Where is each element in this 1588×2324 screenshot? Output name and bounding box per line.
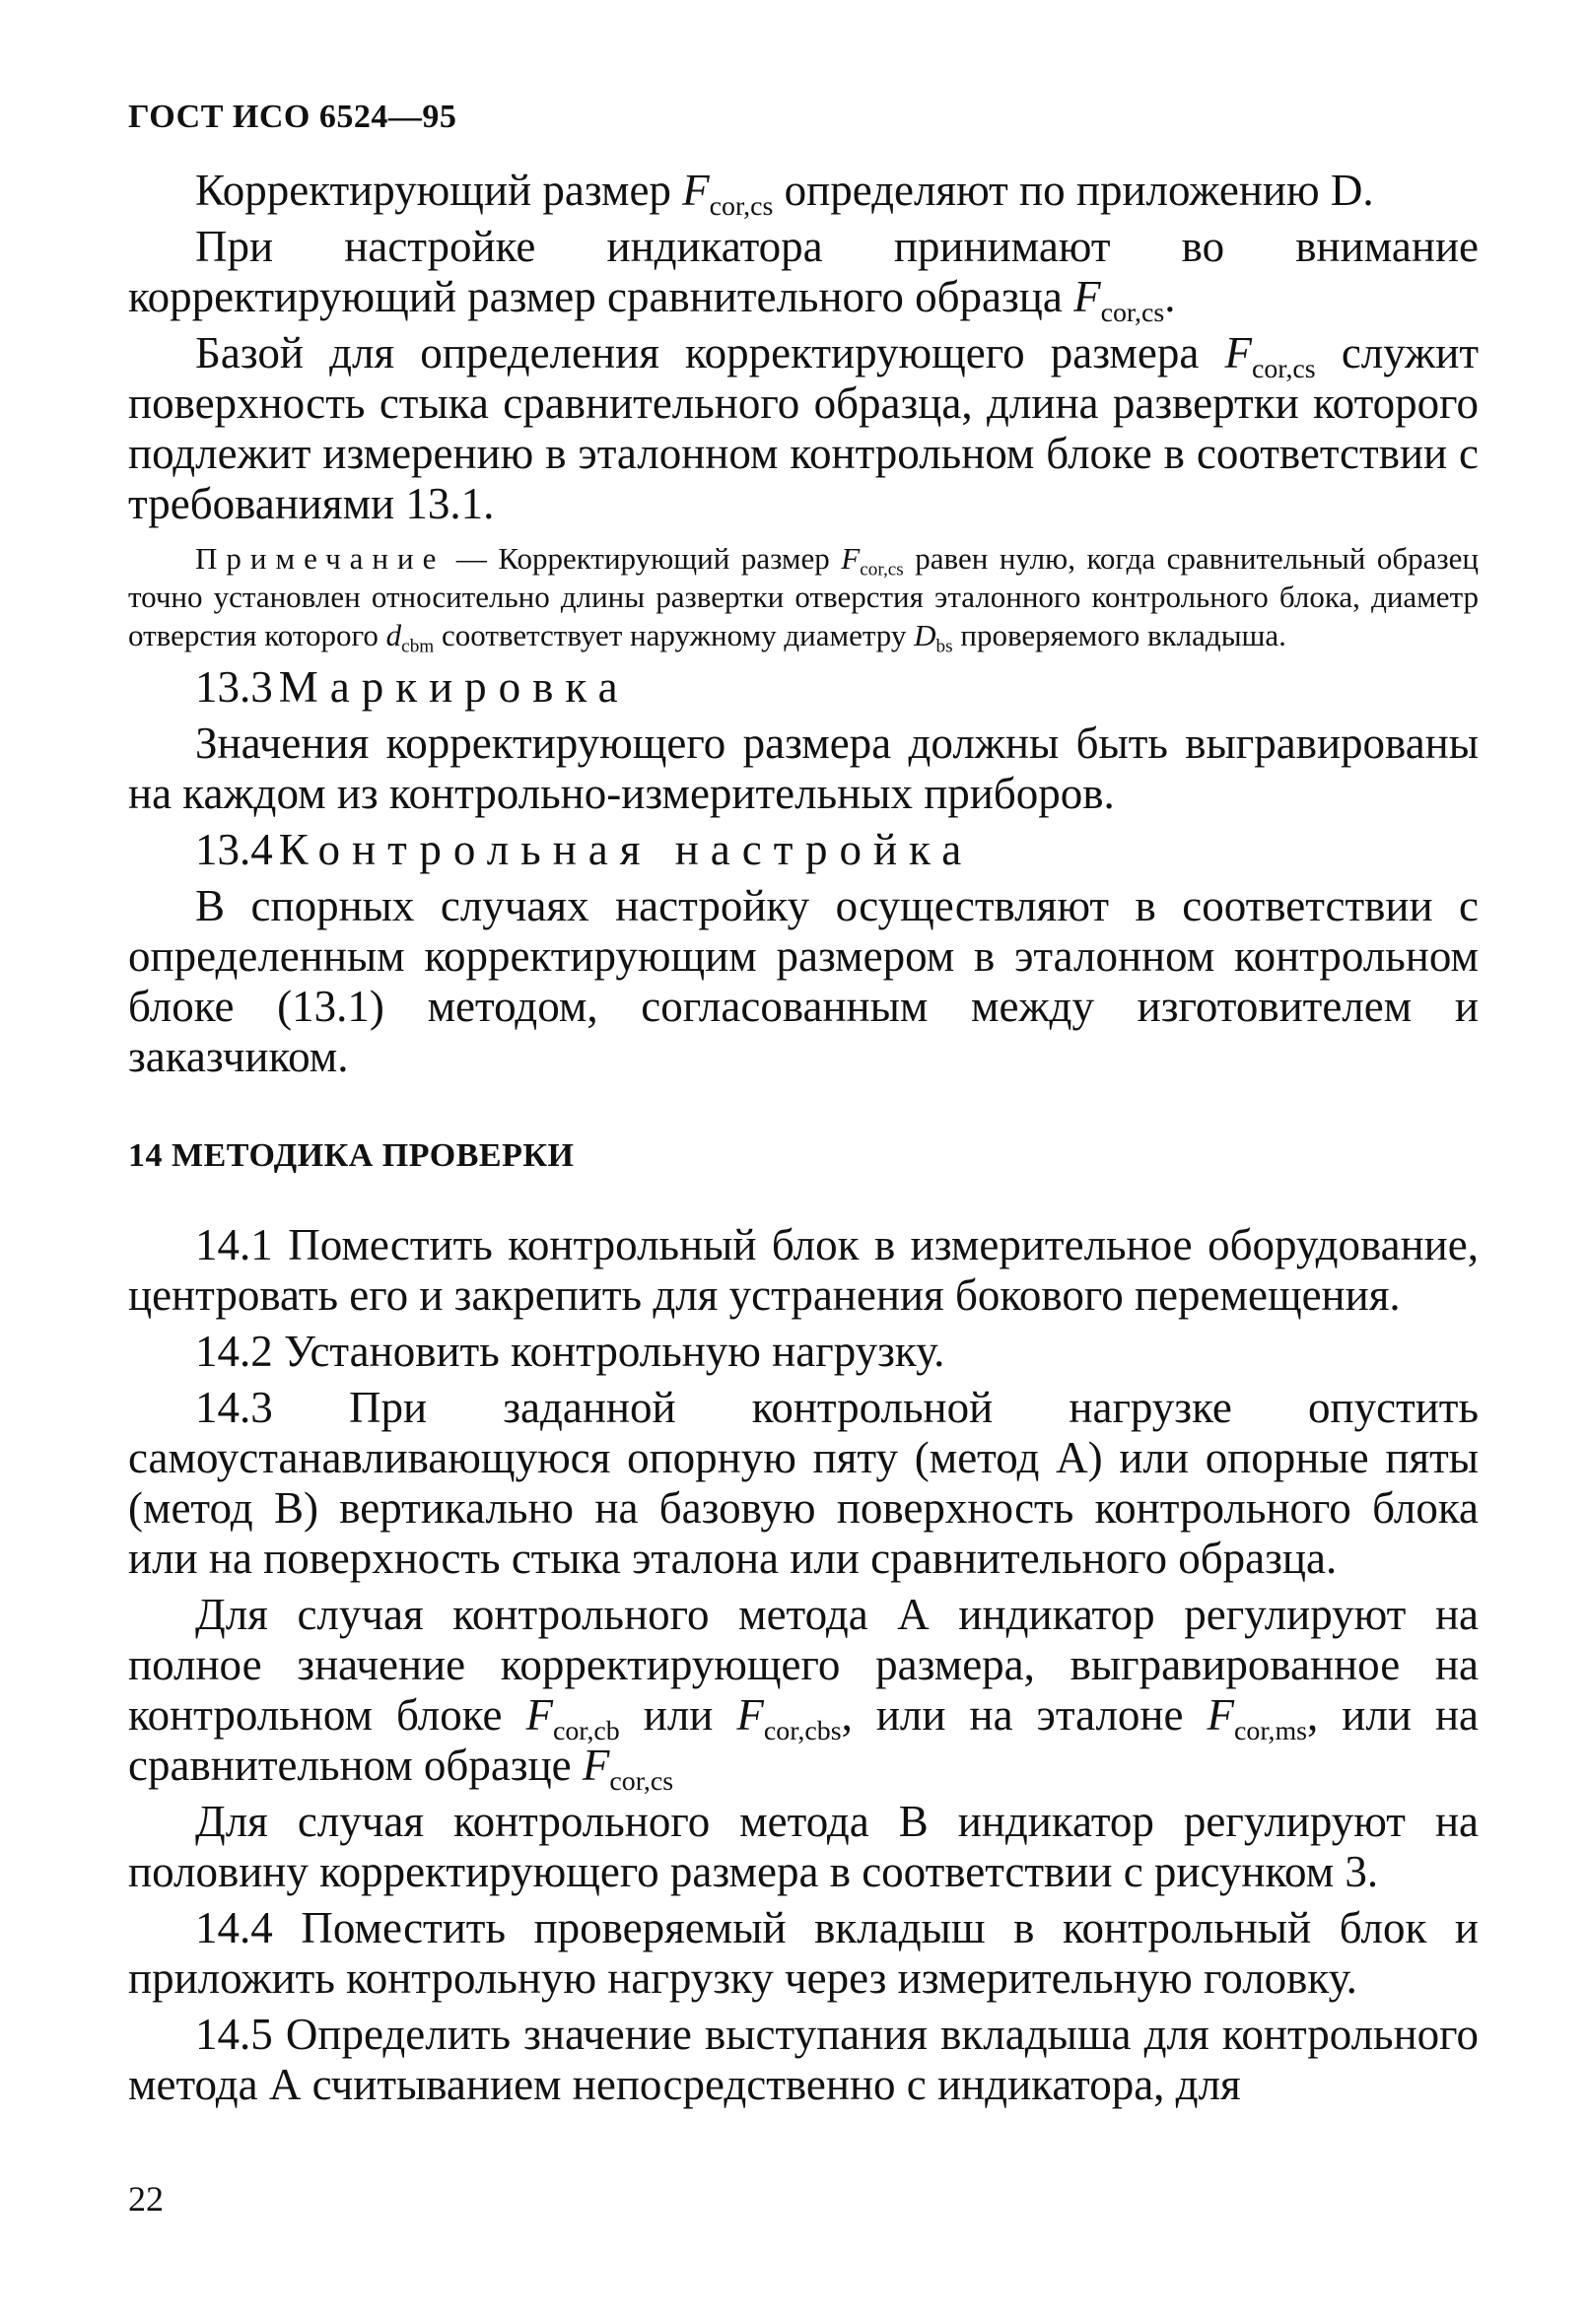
text-run: служит поверхность стыка сравнительного образца, длина развертки которого подлежит измерению в эталонном контрольном блоке в соответствии с требованиями 13.1.	[128, 328, 1479, 528]
paragraph-marking: Значения корректирующего размера должны быть выгравированы на каждом из контрольно-измерительных приборов.	[128, 718, 1479, 818]
paragraph-control-setting: В спорных случаях настройку осуществляют в соответствии с определенным корректирующим размером в эталонном контрольном блоке (13.1) методом, согласованным между изготовителем и заказчиком.	[128, 881, 1479, 1081]
symbol-f: F	[1207, 1690, 1234, 1740]
section-title: Контрольная настройка	[278, 825, 974, 874]
text-run: Для случая контрольного метода А индикатор регулируют на полное значение корректирующего размера, выгравированное на контрольном блоке	[128, 1590, 1479, 1740]
text-run: равен нулю, когда сравнительный образец точно установлен относительно длины развертки отверстия эталонного контрольного блока, диаметр отверстия которого	[128, 541, 1480, 652]
section-heading-marking	[128, 662, 1479, 713]
section-title: Маркировка	[278, 662, 630, 712]
paragraph-14-5: 14.5 Определить значение выступания вкладыша для контрольного метода А считыванием непосредственно с индикатора, для	[128, 2010, 1479, 2109]
symbol-f: F	[841, 541, 861, 576]
symbol-subscript: cor,cs	[1100, 297, 1165, 328]
paragraph-14-4: 14.4 Поместить проверяемый вкладыш в контрольный блок и приложить контрольную нагрузку через измерительную головку.	[128, 1903, 1479, 2003]
symbol-subscript: cor,cbs	[763, 1715, 842, 1746]
paragraph-method-a	[128, 1590, 1479, 1797]
symbol-f: F	[525, 1690, 553, 1740]
symbol-subscript: cor,cs	[609, 1765, 674, 1797]
text-run: Корректирующий размер	[195, 166, 683, 215]
note-dash: —	[445, 541, 499, 576]
text-run: , или на сравнительном образце	[128, 1690, 1479, 1790]
symbol-subscript: bs	[935, 636, 953, 657]
symbol-subscript: cor,ms	[1234, 1715, 1308, 1746]
symbol-subscript: cor,cb	[552, 1715, 620, 1746]
paragraph-14-2: 14.2 Установить контрольную нагрузку.	[195, 1327, 945, 1376]
paragraph-base-surface	[128, 328, 1479, 529]
symbol-f: F	[582, 1741, 610, 1790]
symbol-subscript: cor,cs	[1251, 353, 1316, 384]
text-run: определяют по приложению D.	[773, 166, 1374, 215]
section-heading-control-setting	[128, 825, 1479, 875]
text-run: При настройке индикатора принимают во внимание корректирующий размер сравнительного образца	[128, 222, 1479, 321]
text-run: Базой для определения корректирующего размера	[195, 328, 1225, 377]
symbol-f: F	[1224, 328, 1252, 377]
running-header: ГОСТ ИСО 6524—95	[128, 99, 457, 135]
paragraph-method-b: Для случая контрольного метода В индикатор регулируют на половину корректирующего размера в соответствии с рисунком 3.	[128, 1797, 1479, 1896]
text-run: или	[619, 1690, 737, 1740]
symbol-subscript: cbm	[401, 636, 435, 657]
symbol-f: F	[736, 1690, 764, 1740]
text-run: проверяемого вкладыша.	[952, 618, 1286, 652]
note-label: Примечание	[195, 541, 446, 576]
section-number: 13.3	[195, 662, 273, 712]
paragraph-14-1: 14.1 Поместить контрольный блок в измерительное оборудование, центровать его и закрепить для устранения бокового перемещения.	[128, 1220, 1479, 1320]
section-title-test-method: 14 МЕТОДИКА ПРОВЕРКИ	[128, 1137, 575, 1174]
text-run: , или на эталоне	[841, 1690, 1208, 1740]
paragraph-14-3: 14.3 При заданной контрольной нагрузке опустить самоустанавливающуюся опорную пяту (метод А) или опорные пяты (метод В) вертикально на базовую поверхность контрольного блока или на поверхность стыка эталона или сравнительного образца.	[128, 1383, 1479, 1583]
page-number: 22	[128, 2179, 164, 2219]
symbol-f: F	[1073, 272, 1101, 321]
paragraph-correction-size	[128, 166, 1479, 222]
text-run: .	[1164, 272, 1176, 321]
symbol-subscript: cor,cs	[709, 190, 774, 222]
paragraph-indicator-setting	[128, 222, 1479, 328]
text-run: соответствует наружному диаметру	[434, 618, 915, 652]
document-page	[128, 99, 1479, 2116]
note-block	[128, 539, 1480, 657]
text-run: Корректирующий размер	[498, 541, 842, 576]
symbol-f: F	[682, 166, 710, 215]
symbol-d: d	[385, 618, 402, 652]
symbol-subscript: cor,cs	[860, 559, 904, 581]
section-number: 13.4	[195, 825, 273, 874]
symbol-d-outer: D	[914, 618, 936, 652]
